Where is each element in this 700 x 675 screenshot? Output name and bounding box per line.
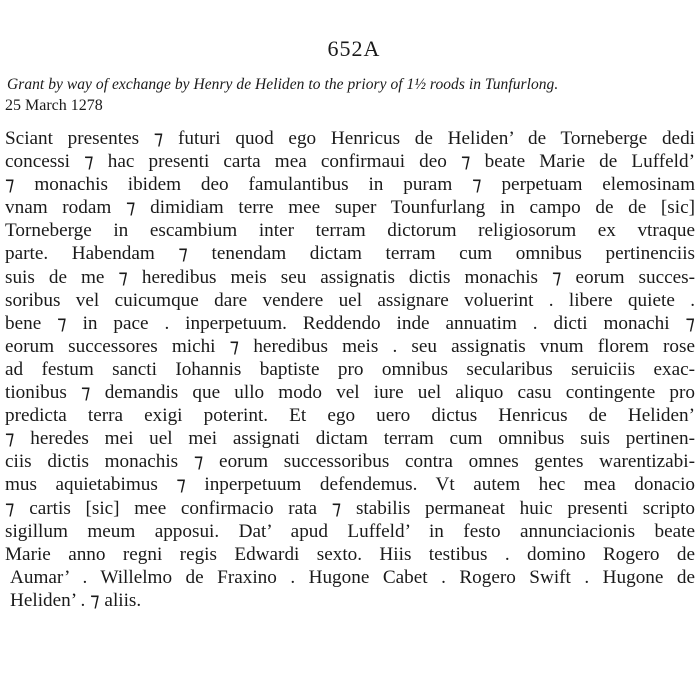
text-line: Sciant presentes ⁊ futuri quod ego Henricus de Heliden’ de Torneberge dedi bbox=[5, 128, 695, 149]
text-line: sigillum meum apposui. Dat’ apud Luffeld’ in festo annunciacionis beate bbox=[5, 520, 695, 542]
text-line: soribus vel cuicumque dare vendere uel assignare voluerint . libere quiete . bbox=[5, 289, 695, 311]
text-line: ciis dictis monachis ⁊ eorum successoribus contra omnes gentes warentizabi- bbox=[5, 451, 695, 473]
text-line: vnam rodam ⁊ dimidiam terre mee super Tounfurlang in campo de de [sic] bbox=[5, 197, 695, 219]
text-line: ad festum sancti Iohannis baptiste pro omnibus secularibus seruiciis exac- bbox=[5, 358, 695, 380]
text-line: concessi ⁊ hac presenti carta mea confirmaui deo ⁊ beate Marie de Luffeld’ bbox=[5, 151, 695, 173]
document-number: 652A bbox=[327, 36, 381, 61]
text-line: tionibus ⁊ demandis que ullo modo vel iure uel aliquo casu contingente pro bbox=[5, 382, 695, 404]
text-line: Torneberge in escambium inter terram dictorum religiosorum ex vtraque bbox=[5, 220, 695, 242]
text-line: mus aquietabimus ⁊ inperpetuum defendemus. Vt autem hec mea donacio bbox=[5, 474, 695, 496]
text-line: eorum successores michi ⁊ heredibus meis . seu assignatis vnum florem rose bbox=[5, 335, 695, 357]
text-line: ⁊ monachis ibidem deo famulantibus in puram ⁊ perpetuam elemosinam bbox=[5, 174, 695, 196]
text-line: parte. Habendam ⁊ tenendam dictam terram cum omnibus pertinenciis bbox=[5, 243, 695, 265]
document-date: 25 March 1278 bbox=[5, 97, 103, 114]
charter-text bbox=[5, 127, 695, 612]
text-line: ⁊ heredes mei uel mei assignati dictam terram cum omnibus suis pertinen- bbox=[5, 428, 695, 450]
text-line: ⁊ cartis [sic] mee confirmacio rata ⁊ stabilis permaneat huic presenti scripto bbox=[5, 497, 695, 519]
document-heading: Grant by way of exchange by Henry de Heliden to the priory of 1½ roods in Tunfurlong. bbox=[7, 76, 559, 93]
text-line: Aumar’ . Willelmo de Fraxino . Hugone Cabet . Rogero Swift . Hugone de bbox=[10, 566, 695, 588]
text-line: Heliden’ . ⁊ aliis. bbox=[10, 589, 142, 611]
text-line: predicta terra exigi poterint. Et ego uero dictus Henricus de Heliden’ bbox=[5, 405, 695, 427]
text-line: Marie anno regni regis Edwardi sexto. Hiis testibus . domino Rogero de bbox=[5, 543, 695, 565]
text-line: suis de me ⁊ heredibus meis seu assignatis dictis monachis ⁊ eorum succes- bbox=[5, 266, 695, 288]
text-line: bene ⁊ in pace . inperpetuum. Reddendo inde annuatim . dicti monachi ⁊ bbox=[5, 312, 695, 334]
